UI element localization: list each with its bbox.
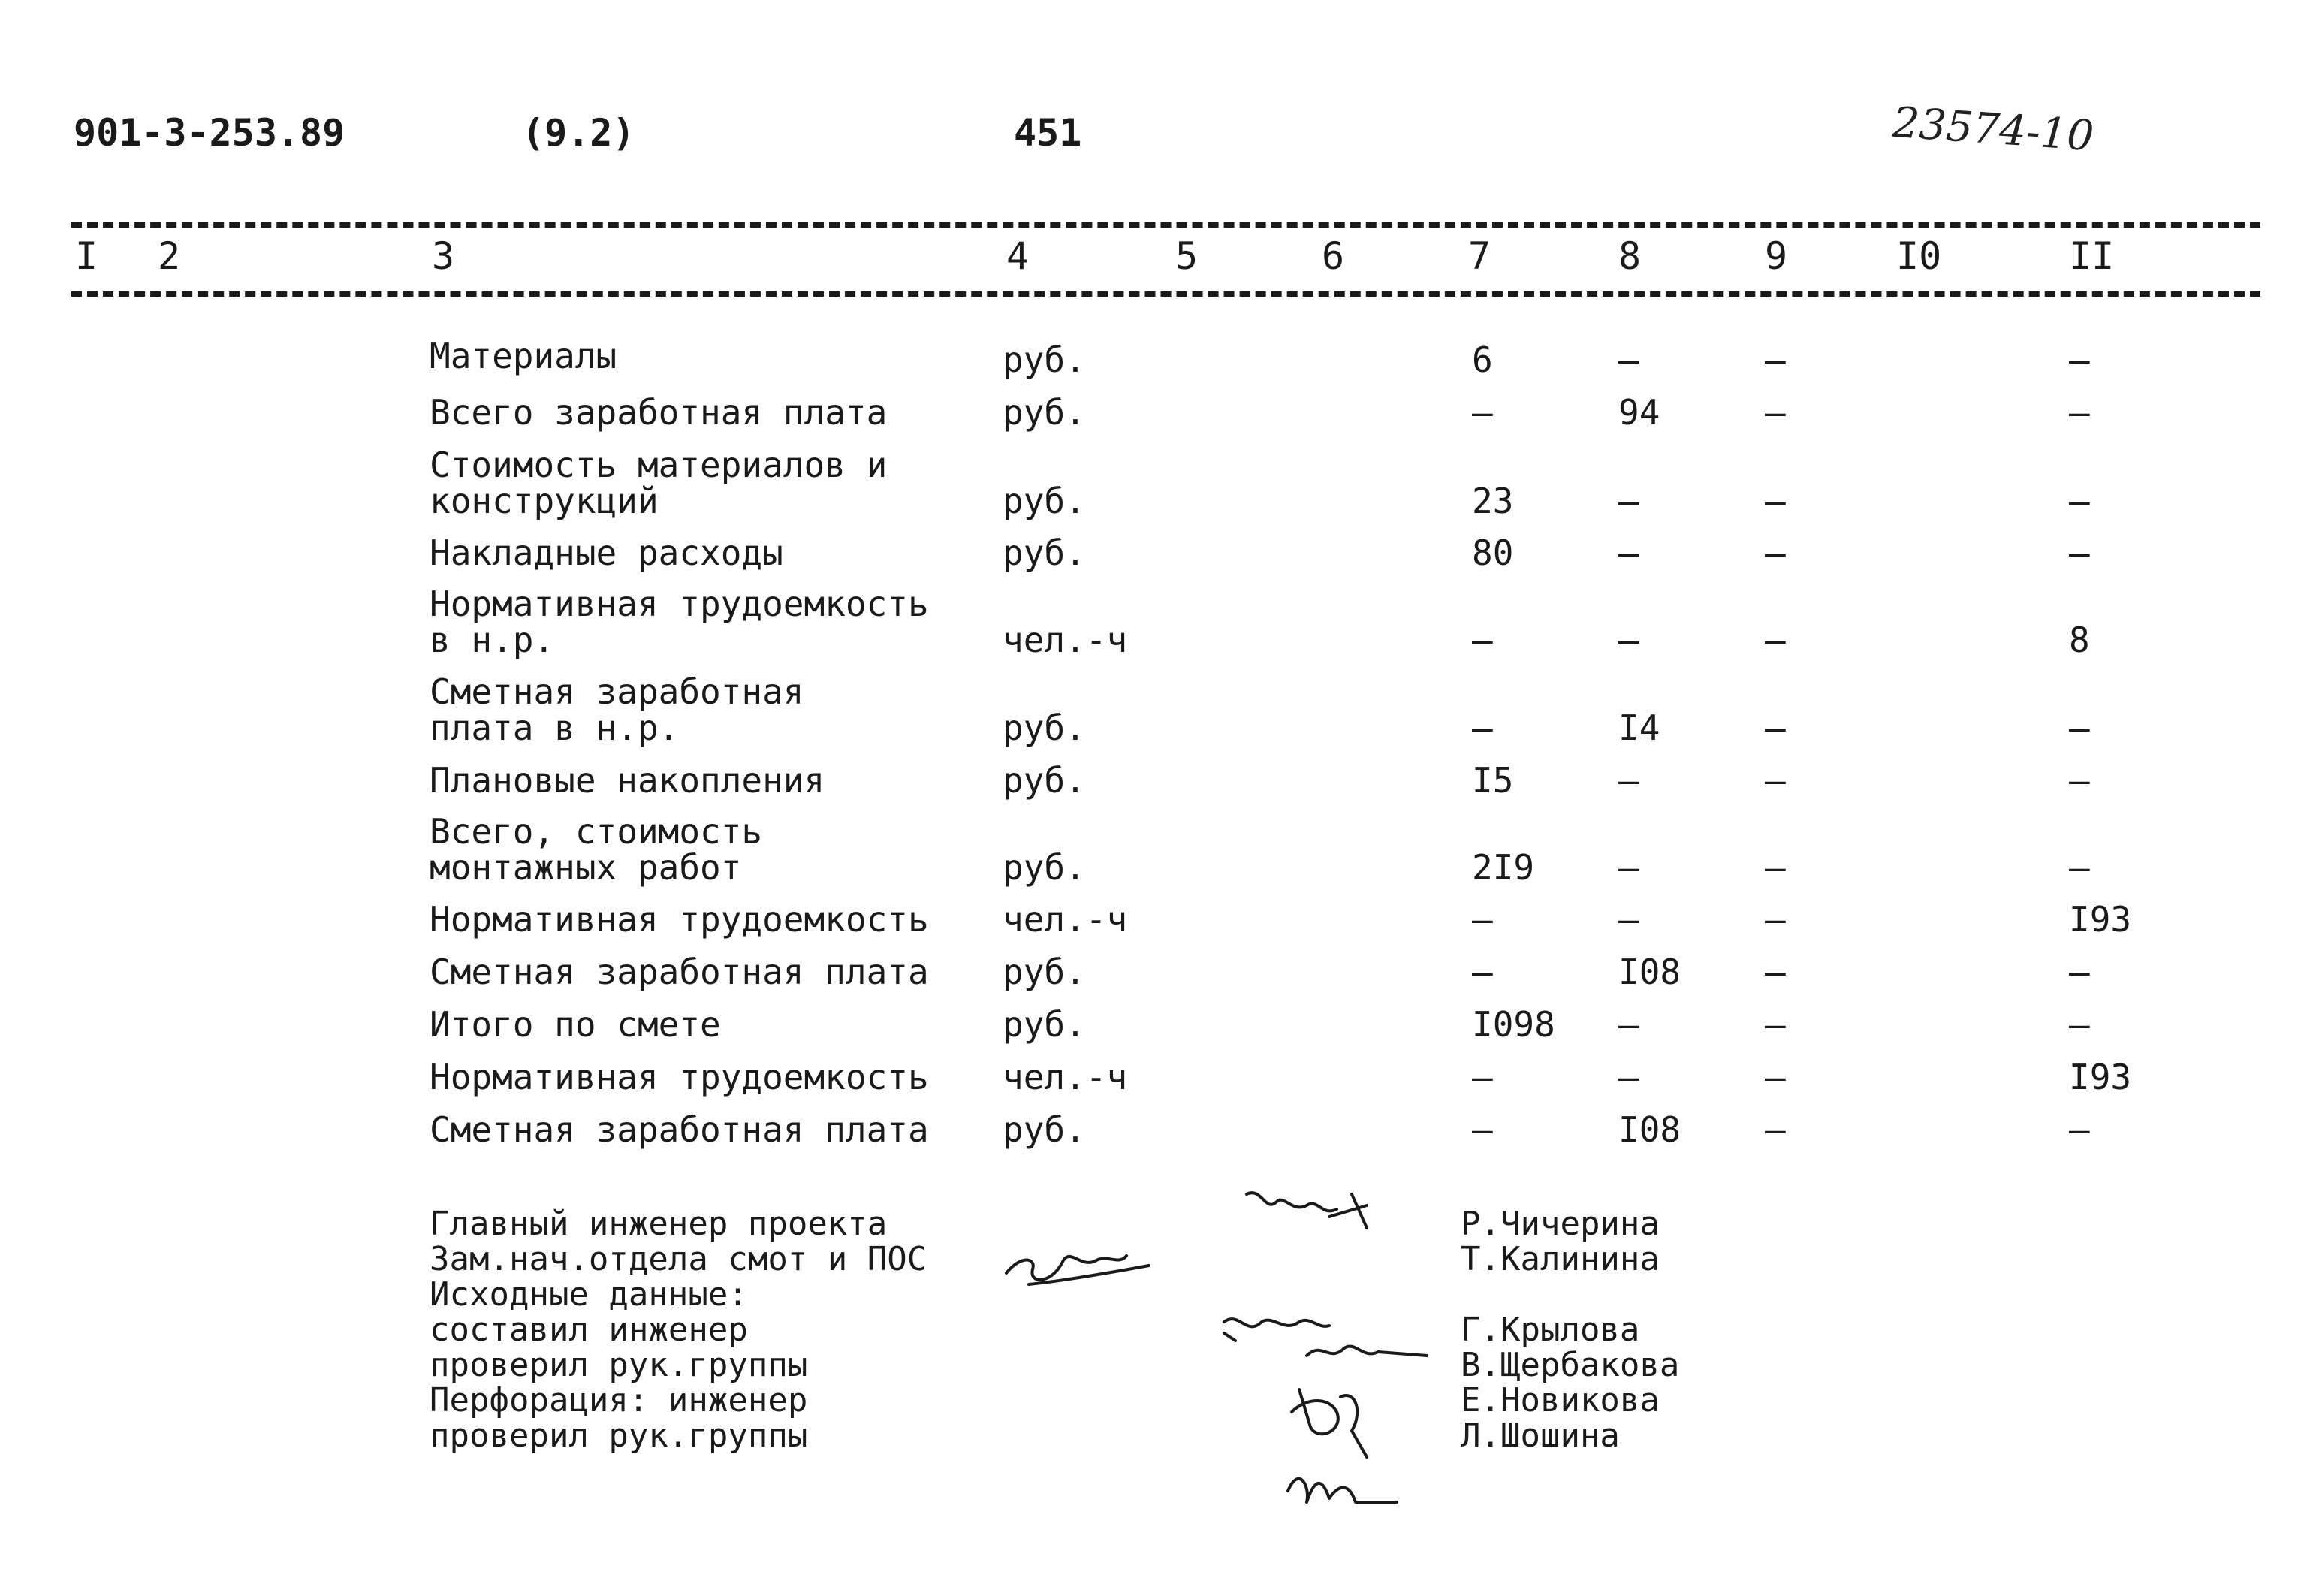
- row-col8: –: [1618, 533, 1639, 573]
- row-col7: –: [1472, 1109, 1493, 1150]
- row-col11: 8: [2069, 620, 2090, 660]
- role-deputy-head: Зам.нач.отдела смот и ПОС: [430, 1240, 927, 1278]
- signature-stroke: [1307, 1347, 1427, 1356]
- row-unit: руб.: [1003, 1004, 1086, 1045]
- row-unit: руб.: [1003, 339, 1086, 380]
- row-name: Нормативная трудоемкость в н.р.: [430, 584, 929, 660]
- row-col7: –: [1472, 952, 1493, 992]
- column-number-10: I0: [1896, 234, 1942, 278]
- signature-stroke: [1292, 1389, 1367, 1457]
- row-col11: –: [2069, 339, 2090, 380]
- row-unit: руб.: [1003, 481, 1086, 521]
- row-unit: чел.-ч: [1003, 1057, 1128, 1097]
- row-unit: чел.-ч: [1003, 620, 1128, 660]
- signature-stroke: [1224, 1319, 1329, 1341]
- row-col7: 6: [1472, 339, 1493, 380]
- name-perforation-checked: Л.Шошина: [1461, 1416, 1620, 1455]
- row-col7: –: [1472, 620, 1493, 660]
- role-checked-by: проверил рук.группы: [430, 1346, 808, 1384]
- row-col11: I93: [2069, 1057, 2132, 1097]
- row-col9: –: [1765, 339, 1786, 380]
- role-perforation-checked: проверил рук.группы: [430, 1416, 808, 1455]
- row-unit: руб.: [1003, 1109, 1086, 1150]
- row-col7: I5: [1472, 760, 1514, 801]
- row-unit: руб.: [1003, 760, 1086, 801]
- row-col9: –: [1765, 620, 1786, 660]
- column-number-4: 4: [1006, 234, 1030, 278]
- row-unit: руб.: [1003, 392, 1086, 433]
- row-col9: –: [1765, 847, 1786, 888]
- row-col9: –: [1765, 533, 1786, 573]
- row-col9: –: [1765, 392, 1786, 433]
- row-col11: –: [2069, 760, 2090, 801]
- row-col9: –: [1765, 1057, 1786, 1097]
- top-dashed-rule: [71, 222, 2260, 228]
- column-number-7: 7: [1468, 234, 1491, 278]
- row-col8: –: [1618, 847, 1639, 888]
- row-col7: I098: [1472, 1004, 1555, 1045]
- name-perforation: Е.Новикова: [1461, 1381, 1660, 1420]
- name-deputy-head: Т.Калинина: [1461, 1240, 1660, 1278]
- column-number-6: 6: [1322, 234, 1345, 278]
- row-col9: –: [1765, 481, 1786, 521]
- row-col7: 2I9: [1472, 847, 1535, 888]
- row-col8: I08: [1618, 1109, 1681, 1150]
- row-col8: –: [1618, 620, 1639, 660]
- name-compiled-by: Г.Крылова: [1461, 1311, 1640, 1349]
- row-col7: –: [1472, 899, 1493, 940]
- row-col8: –: [1618, 760, 1639, 801]
- row-unit: чел.-ч: [1003, 899, 1128, 940]
- row-name: Сметная заработная плата: [430, 952, 929, 992]
- name-chief-engineer: Р.Чичерина: [1461, 1205, 1660, 1243]
- row-name: Всего, стоимость монтажных работ: [430, 811, 763, 888]
- column-number-2: 2: [158, 234, 181, 278]
- row-unit: руб.: [1003, 533, 1086, 573]
- page-number: 451: [1014, 111, 1082, 155]
- row-col8: 94: [1618, 392, 1660, 433]
- column-number-9: 9: [1765, 234, 1788, 278]
- row-col11: –: [2069, 392, 2090, 433]
- name-checked-by: В.Щербакова: [1461, 1346, 1680, 1384]
- row-name: Материалы: [430, 336, 617, 376]
- signature-stroke: [1247, 1193, 1367, 1228]
- handwritten-archive-number: 23574-10: [1891, 98, 2096, 161]
- row-col11: –: [2069, 1109, 2090, 1150]
- column-number-1: I: [75, 234, 98, 278]
- row-col11: I93: [2069, 899, 2132, 940]
- column-number-8: 8: [1618, 234, 1642, 278]
- row-col11: –: [2069, 952, 2090, 992]
- row-col8: –: [1618, 481, 1639, 521]
- row-name: Сметная заработная плата в н.р.: [430, 671, 804, 748]
- row-col8: –: [1618, 1004, 1639, 1045]
- role-compiled-by: составил инженер: [430, 1311, 748, 1349]
- row-col9: –: [1765, 707, 1786, 748]
- row-col7: 80: [1472, 533, 1514, 573]
- row-col11: –: [2069, 481, 2090, 521]
- row-col7: –: [1472, 392, 1493, 433]
- row-col8: –: [1618, 339, 1639, 380]
- row-name: Стоимость материалов и конструкций: [430, 445, 888, 521]
- row-unit: руб.: [1003, 847, 1086, 888]
- role-perforation: Перфорация: инженер: [430, 1381, 808, 1420]
- row-col11: –: [2069, 707, 2090, 748]
- row-name: Всего заработная плата: [430, 392, 888, 433]
- signature-roles: [430, 1206, 927, 1453]
- row-col7: 23: [1472, 481, 1514, 521]
- role-source-data: Исходные данные:: [430, 1275, 748, 1314]
- row-col7: –: [1472, 707, 1493, 748]
- row-col8: –: [1618, 899, 1639, 940]
- signature-stroke: [1288, 1479, 1397, 1502]
- name-source-data: [1461, 1277, 1679, 1312]
- row-col8: I4: [1618, 707, 1660, 748]
- row-col7: –: [1472, 1057, 1493, 1097]
- row-col9: –: [1765, 1109, 1786, 1150]
- row-name: Сметная заработная плата: [430, 1109, 929, 1150]
- row-unit: руб.: [1003, 952, 1086, 992]
- column-number-5: 5: [1175, 234, 1199, 278]
- column-number-3: 3: [432, 234, 455, 278]
- row-name: Нормативная трудоемкость: [430, 1057, 929, 1097]
- row-col8: I08: [1618, 952, 1681, 992]
- bottom-dashed-rule: [71, 291, 2260, 297]
- row-col11: –: [2069, 533, 2090, 573]
- row-unit: руб.: [1003, 707, 1086, 748]
- signature-names: [1461, 1206, 1679, 1453]
- row-name: Плановые накопления: [430, 760, 825, 801]
- document-code: 901-3-253.89: [74, 111, 345, 155]
- section-number: (9.2): [522, 111, 635, 155]
- row-col9: –: [1765, 760, 1786, 801]
- row-name: Накладные расходы: [430, 533, 783, 573]
- row-col9: –: [1765, 1004, 1786, 1045]
- row-col11: –: [2069, 1004, 2090, 1045]
- column-number-11: II: [2069, 234, 2115, 278]
- row-name: Итого по смете: [430, 1004, 721, 1045]
- row-col9: –: [1765, 899, 1786, 940]
- role-chief-engineer: Главный инженер проекта: [430, 1205, 888, 1243]
- row-col8: –: [1618, 1057, 1639, 1097]
- row-col9: –: [1765, 952, 1786, 992]
- row-name: Нормативная трудоемкость: [430, 899, 929, 940]
- signature-stroke: [1006, 1256, 1149, 1284]
- row-col11: –: [2069, 847, 2090, 888]
- handwritten-signatures: [976, 1172, 1457, 1525]
